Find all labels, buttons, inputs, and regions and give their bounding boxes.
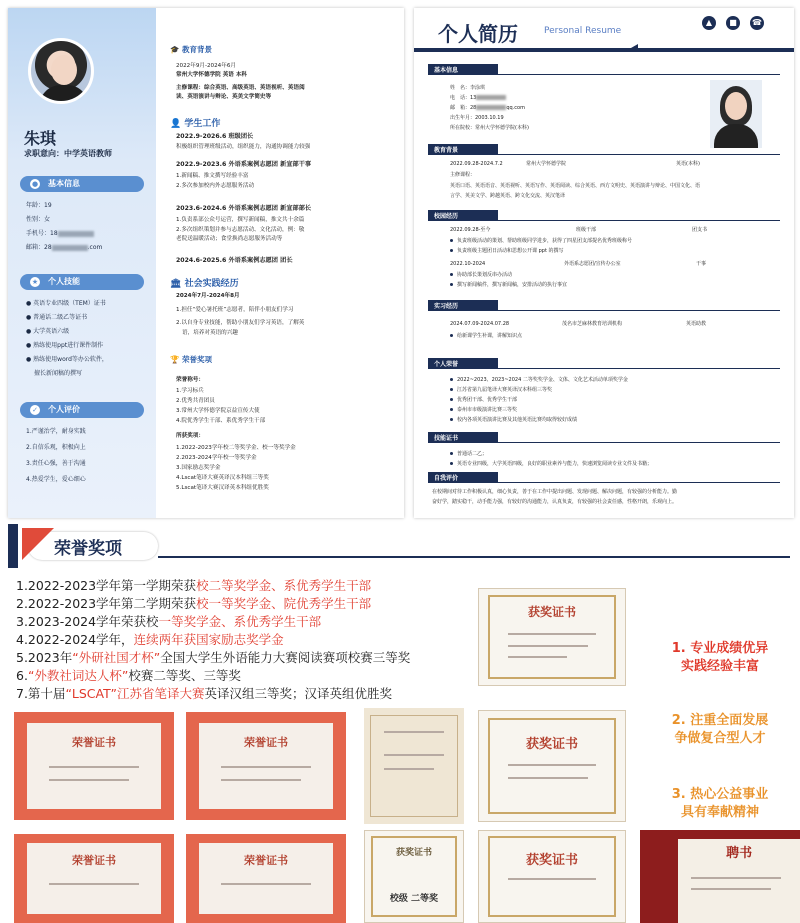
section-education: 教育背景 [428, 144, 498, 155]
work-line: 1.新闻稿、推文撰写经验丰富 [176, 173, 249, 179]
honor-item: 1.学习标兵 [176, 388, 204, 394]
honor-subtitle: 所获奖项： [176, 433, 204, 439]
intern-item: 给新课学生补课，讲解知识点 [450, 332, 522, 340]
profile-photo [28, 38, 94, 104]
basic-name: 姓 名：李涂琪 [450, 85, 486, 91]
honor-line: 4.2022-2024学年，连续两年获国家励志奖学金 [16, 632, 284, 647]
basic-birth: 出生年月：2003.10.19 [450, 115, 504, 121]
graduation-cap-icon: 🎓 [170, 45, 180, 54]
campus-item: 负责班级活动的策划、帮助班级同学进步，获得了四星团支部提名优秀班级称号 [450, 237, 632, 245]
caption-one: 1. 专业成绩优异 实践经验丰富 [671, 641, 769, 674]
section-student-work: 👤 学生工作 [170, 119, 221, 129]
thumbs-up-icon: ✓ [30, 405, 40, 415]
certificate-image: 荣誉证书 [186, 712, 346, 820]
edu-major: 英语(本科) [676, 161, 700, 167]
honor-item: 优秀团干部、优秀学生干部 [450, 396, 517, 404]
honor-item: 4.院优秀学生干部、系优秀学生干部 [176, 418, 266, 424]
honor-item: 2022~2023、2023~2024 二等奖奖学金、文体、文化艺术活动单项奖学金 [450, 376, 628, 384]
campus-role: 团支书 [692, 227, 708, 233]
edu-period: 2022.09.28-2024.7.2 [450, 161, 503, 167]
caption-three: 3. 热心公益事业 具有奉献精神 [671, 787, 769, 820]
intern-org: 茂名市芝麻林教育培训机构 [562, 321, 623, 327]
graduation-cap-icon: ▲ [702, 16, 716, 30]
practice-line: 语，培养对英语的兴趣 [182, 330, 238, 336]
certificate-image [478, 588, 626, 686]
certificate-image: 获奖证书 [478, 710, 626, 822]
skill-item: 英语专业四级，大学英语四级，良好的职业素养与能力，快速浏览阅读专业文件及书籍； [450, 460, 652, 468]
work-line: 积极组织管理班级活动，组织能力，沟通协调能力较强 [176, 144, 311, 150]
honor-item: 校内各项英语演讲比赛及其他英语比赛均取得较好成绩 [450, 416, 577, 424]
work-line: 2.多次参加校内外志愿服务活动 [176, 183, 255, 189]
section-skill-certs: 技能证书 [428, 432, 498, 443]
certificate-image [364, 708, 464, 824]
evaluation-item: 1.严谨治学，耐身实践 [26, 428, 86, 435]
honor-line: 2.2022-2023学年第二学期荣获校一等奖学金、院优秀学生干部 [16, 596, 372, 611]
practice-line: 2.以自身专业技能，帮助小朋友们学习英语，了解英 [176, 320, 305, 326]
honor-line: 1.2022-2023学年第一学期荣获校二等奖学金、系优秀学生干部 [16, 578, 372, 593]
edu-courses-label: 主修课程： [450, 172, 476, 178]
certificate-image: 荣誉证书 [186, 834, 346, 923]
section-evaluation: ✓ 个人评价 [20, 402, 144, 418]
person-icon: ● [31, 180, 39, 188]
campus-org: 班级干部 [576, 227, 597, 233]
certificate-grade: 校级 二等奖 [389, 894, 439, 904]
skill-item: 擅长新闻稿的撰写 [34, 370, 83, 377]
honor-item: 4.Lscat笔译大赛英译汉本科组三等奖 [176, 475, 269, 481]
honor-item: 5.Lscat笔译大赛汉译英本科组优胜奖 [176, 485, 269, 491]
certificate-image: 荣誉证书 [14, 834, 174, 923]
resume-one [8, 8, 404, 518]
honor-item: 3.常州大学怀德学院京益宣传大使 [176, 408, 260, 414]
honor-item: 3.国家励志奖学金 [176, 465, 221, 471]
honors-header [8, 524, 790, 568]
campus-role: 干事 [696, 261, 707, 267]
honor-line: 3.2023-2024学年荣获校一等奖学金、系优秀学生干部 [16, 614, 322, 629]
skill-item: ● 英语专业四级（TEM）证书 [26, 300, 106, 307]
self-eval-line: 在校期间对待工作积极认真，细心负责，善于在工作中提出问题、发现问题、解决问题，有较强的分析能力。勤 [432, 489, 678, 495]
campus-period: 2022.09.28-至今 [450, 227, 491, 233]
candidate-name: 朱琪 [24, 129, 57, 148]
resume-title: 个人简历 [438, 22, 518, 46]
self-eval-line: 奋好学，踏实稳干，动手能力强，有较好的沟通能力，认真负责，有较强的社会责任感，性格开朗，乐观向上。 [432, 499, 678, 505]
basic-email: 邮 箱：28 qq.com [450, 105, 525, 111]
campus-item: 负责班级主题团日活动和思想公开课 ppt 的撰写 [450, 247, 564, 255]
header-rule [414, 48, 794, 52]
skill-item: 普通话二乙； [450, 450, 487, 458]
caption-two: 2. 注重全面发展 争做复合型人才 [671, 713, 769, 746]
skill-item: ● 普通话二级乙等证书 [26, 314, 88, 321]
education-school: 常州大学怀德学院 英语 本科 [176, 72, 248, 78]
skill-item: ● 大学英语六级 [26, 328, 70, 335]
section-campus: 校园经历 [428, 210, 498, 221]
work-head: 2022.9-2023.6 外语系案例志愿团 新宣部干事 [176, 161, 312, 168]
resume-two [414, 8, 794, 518]
basic-age: 年龄：19 [26, 202, 52, 209]
section-basic-info: 基本信息 [428, 64, 498, 75]
work-line: 1.负责系部公众号运营，撰写新闻稿，推文共十余篇 [176, 217, 305, 223]
education-courses: 主修课程：综合英语、高级英语、英语视听、英语阅 [176, 85, 305, 91]
evaluation-item: 4.热爱学生，爱心细心 [26, 476, 86, 483]
honor-item: 泰州市市级演讲比赛三等奖 [450, 406, 517, 414]
work-head: 2022.9-2026.6 班级团长 [176, 133, 254, 140]
education-period: 2022年9月-2024年6月 [176, 63, 236, 69]
campus-item: 撰写新闻稿件，撰写新闻稿，安排活动的执行事宜 [450, 281, 567, 289]
work-head: 2024.6-2025.6 外语系案例志愿团 团长 [176, 257, 293, 264]
section-personal-honors: 个人荣誉 [428, 358, 498, 369]
campus-item: 协助部长策划反串办活动 [450, 271, 512, 279]
certificate-title: 获奖证书 [527, 605, 576, 619]
evaluation-item: 2.自信乐观，积极向上 [26, 444, 86, 451]
section-practice: 🏛 社会实践经历 [170, 279, 239, 289]
honors-heading: 荣誉奖项 [54, 539, 122, 559]
certificate-image: 获奖证书 校级 二等奖 [364, 830, 464, 923]
honor-line: 6.“外教社词达人杯”校赛二等奖、三等奖 [16, 668, 241, 683]
trophy-icon: 🏆 [170, 355, 180, 364]
honor-subtitle: 荣誉称号： [176, 377, 204, 383]
honor-item: 2.2023-2024学年校一等奖学金 [176, 455, 257, 461]
work-line: 2.多次组织策划并参与志愿活动、文化活动，例：敬 [176, 227, 305, 233]
section-internship: 实习经历 [428, 300, 498, 311]
building-icon: 🏛 [170, 279, 182, 289]
honor-item: 2.优秀共青团员 [176, 398, 215, 404]
certificate-image: 聘书 [640, 830, 800, 923]
skill-item: ● 熟练使用word等办公软件， [26, 356, 108, 363]
honor-line: 7.第十届“LSCAT”江苏省笔译大赛英译汉组三等奖；汉译英组优胜奖 [16, 686, 392, 701]
basic-email: 邮箱：28 .com [26, 244, 103, 251]
edu-school: 常州大学怀德学院 [526, 161, 567, 167]
section-self-evaluation: 自我评价 [428, 472, 498, 483]
edu-courses: 英语口语、英语语音、英语视听、英语写作、英语阅读、综合英语、西方文明史、英语演讲与辩论、中国文化、语 [450, 183, 701, 189]
basic-phone: 手机号：18 [26, 228, 94, 239]
work-line: 老院送温暖活动；食堂换尚志愿服务活动等 [176, 236, 283, 242]
user-icon: 👤 [170, 119, 182, 129]
honor-line: 5.2023年“外研社国才杯”全国大学生外语能力大赛阅读赛项校赛三等奖 [16, 650, 411, 665]
honor-item: 江苏省第九届笔译大赛英译汉本科组三等奖 [450, 386, 552, 394]
section-basic-info: ● 基本信息 [20, 176, 144, 192]
honor-item: 1.2022-2023学年校二等奖学金、校一等奖学金 [176, 445, 296, 451]
education-courses: 读、英语演讲与辩论、英美文学简史等 [176, 94, 272, 100]
basic-gender: 性别：女 [26, 216, 51, 223]
job-intention: 求职意向：中学英语教师 [24, 149, 112, 158]
campus-period: 2022.10-2024 [450, 261, 486, 267]
section-honors: 🏆 荣誉奖项 [170, 355, 212, 364]
phone-icon: ☎ [750, 16, 764, 30]
resume-subtitle: Personal Resume [544, 26, 622, 36]
practice-line: 1.担任“爱心暑托班”志愿者，陪伴小朋友们学习 [176, 307, 294, 313]
evaluation-item: 3.责任心强，善于沟通 [26, 460, 86, 467]
briefcase-icon: ■ [726, 16, 740, 30]
practice-period: 2024年7月-2024年8月 [176, 293, 240, 299]
work-head: 2023.6-2024.6 外语系案例志愿团 新宣部部长 [176, 205, 312, 212]
skill-item: ● 熟练使用ppt进行课件制作 [26, 342, 104, 349]
intern-period: 2024.07.09-2024.07.28 [450, 321, 510, 327]
section-skills: ★ 个人技能 [20, 274, 144, 290]
certificate-image: 荣誉证书 [14, 712, 174, 820]
campus-org: 外语系志愿团/宣传办公室 [564, 261, 621, 267]
section-education: 🎓 教育背景 [170, 45, 212, 54]
intern-role: 英语助教 [686, 321, 707, 327]
basic-school: 所在院校：常州大学怀德学院(本科) [450, 125, 529, 131]
profile-photo [710, 80, 762, 148]
certificate-image: 获奖证书 [478, 830, 626, 923]
star-icon: ★ [31, 278, 39, 286]
basic-phone: 电 话：13 [450, 94, 506, 102]
edu-courses: 言学、英美文学、跨越英语、跨文化交流、英汉笔译 [450, 193, 566, 199]
